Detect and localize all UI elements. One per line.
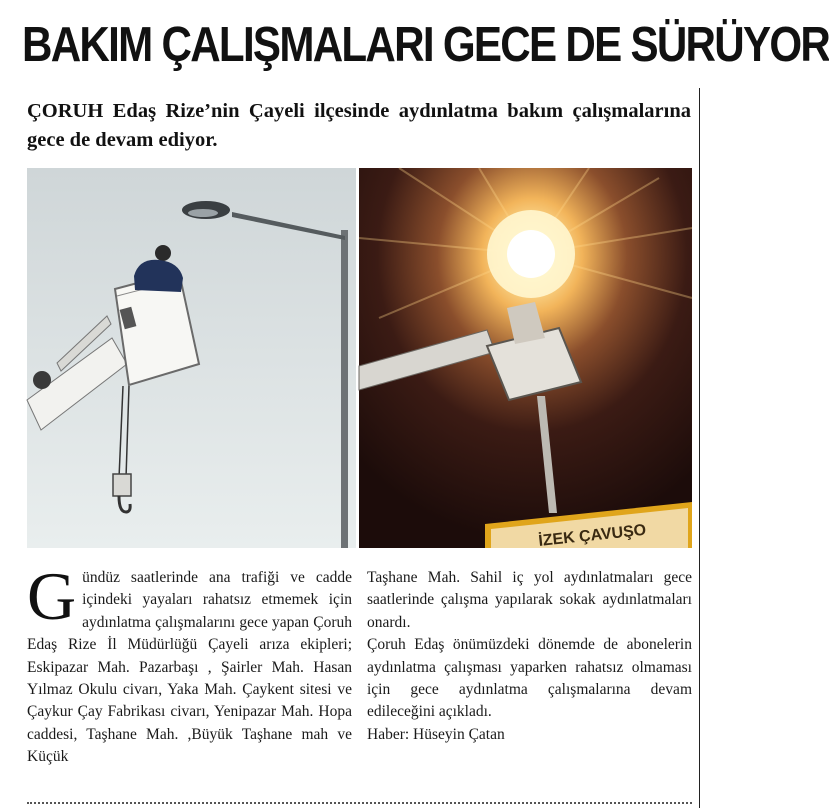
headline: BAKIM ÇALIŞMALARI GECE DE SÜRÜYOR [22, 18, 829, 72]
photo-daytime-bucket-truck [27, 168, 356, 548]
street-light-pole [341, 230, 348, 548]
column-rule [699, 88, 700, 808]
daytime-photo-graphic [27, 168, 356, 548]
street-sign-text: İZEK ÇAVUŞO [537, 521, 647, 550]
deck-subheadline: ÇORUH Edaş Rize’nin Çayeli ilçesinde aydınlatma bakım çalışmalarına gece de devam ediyor. [27, 100, 691, 151]
body-paragraph-1: Taşhane Mah. Sahil iç yol aydınlatmaları gece saatlerinde çalışma yapılarak sokak aydınlatmaları onardı. [367, 569, 692, 631]
night-photo-graphic [359, 168, 692, 548]
body-text-left: ündüz saatlerinde ana trafiği ve cadde içindeki yayaları rahatsız etmemek için aydınlatma çalışmalarını gece yapan Çoruh Edaş Rize İl Müdürlüğü Çayeli arıza ekipleri; Eskipazar Mah. Pazarbaşı , Şairler Mah. Hasan Yılmaz Okulu civarı, Yaka Mah. Çaykent sitesi ve Çaykur Çay Fabrikası civarı, Yenipazar Mah. Hopa caddesi, Taşhane Mah. ,Büyük Taşhane mah ve Küçük [27, 569, 352, 766]
dotted-divider [27, 802, 692, 804]
body-column-left [27, 558, 352, 769]
body-column-right [367, 567, 692, 746]
photo-night-bucket-truck [359, 168, 692, 548]
body-paragraph-2: Çoruh Edaş önümüzdeki dönemde de abonelerin aydınlatma çalışması yaparken rahatsız olmaması için gece aydınlatma çalışmalarına devam edileceğini açıkladı. [367, 636, 692, 721]
worker-helmet [155, 245, 171, 261]
byline: Haber: Hüseyin Çatan [367, 725, 505, 743]
crane-hook [113, 474, 131, 496]
drop-cap: G [27, 558, 77, 634]
